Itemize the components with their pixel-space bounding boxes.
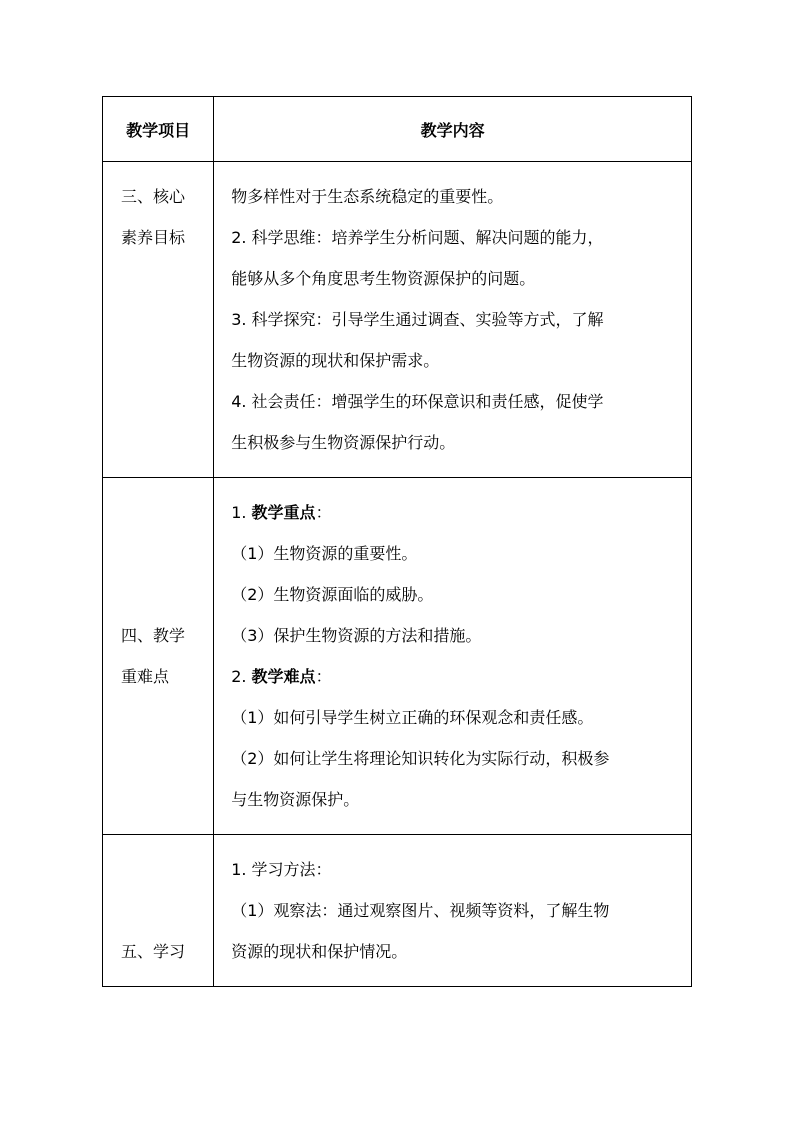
content-line: 生物资源的现状和保护需求。 <box>231 351 440 370</box>
focus-item: （2）生物资源面临的威胁。 <box>231 585 434 604</box>
difficulty-number: 2. <box>231 667 252 686</box>
difficulty-item: （1）如何引导学生树立正确的环保观念和责任感。 <box>231 708 594 727</box>
table-row-core-literacy <box>103 162 692 478</box>
difficulty-heading <box>231 656 677 697</box>
focus-item: （1）生物资源的重要性。 <box>231 544 418 563</box>
content-line: 能够从多个角度思考生物资源保护的问题。 <box>231 269 536 288</box>
row-content-learning <box>214 835 692 987</box>
content-line: 3. 科学探究：引导学生通过调查、实验等方式，了解 <box>231 310 604 329</box>
row-content-core-literacy <box>214 162 692 478</box>
row-label-line: 三、核心 <box>121 187 186 206</box>
difficulty-item: （2）如何让学生将理论知识转化为实际行动，积极参 <box>231 749 610 768</box>
row-content-key-difficult-points <box>214 478 692 835</box>
row-label-line: 四、教学 <box>121 626 186 645</box>
content-line: 物多样性对于生态系统稳定的重要性。 <box>231 187 504 206</box>
focus-colon: ： <box>315 503 332 522</box>
row-label-line: 五、学习 <box>121 942 186 961</box>
focus-item: （3）保护生物资源的方法和措施。 <box>231 626 482 645</box>
table-header-row <box>103 97 692 162</box>
difficulty-colon: ： <box>315 667 332 686</box>
header-teaching-item: 教学项目 <box>103 97 214 162</box>
table-row-learning <box>103 835 692 987</box>
row-label-line: 重难点 <box>121 667 170 686</box>
row-label-key-difficult-points <box>103 478 214 835</box>
content-line: 1. 学习方法： <box>231 860 332 879</box>
content-line: 资源的现状和保护情况。 <box>231 942 408 961</box>
content-line: 生积极参与生物资源保护行动。 <box>231 433 456 452</box>
focus-number: 1. <box>231 503 252 522</box>
content-line: 2. 科学思维：培养学生分析问题、解决问题的能力， <box>231 228 604 247</box>
header-teaching-content: 教学内容 <box>214 97 692 162</box>
content-line: （1）观察法：通过观察图片、视频等资料，了解生物 <box>231 901 610 920</box>
row-label-learning <box>103 835 214 987</box>
difficulty-item: 与生物资源保护。 <box>231 790 360 809</box>
difficulty-title: 教学难点 <box>251 667 316 686</box>
focus-heading <box>231 492 677 533</box>
row-label-line: 素养目标 <box>121 228 186 247</box>
lesson-plan-table <box>102 96 692 987</box>
content-line: 4. 社会责任：增强学生的环保意识和责任感，促使学 <box>231 392 604 411</box>
focus-title: 教学重点 <box>251 503 316 522</box>
row-label-core-literacy <box>103 162 214 478</box>
table-row-key-difficult-points <box>103 478 692 835</box>
